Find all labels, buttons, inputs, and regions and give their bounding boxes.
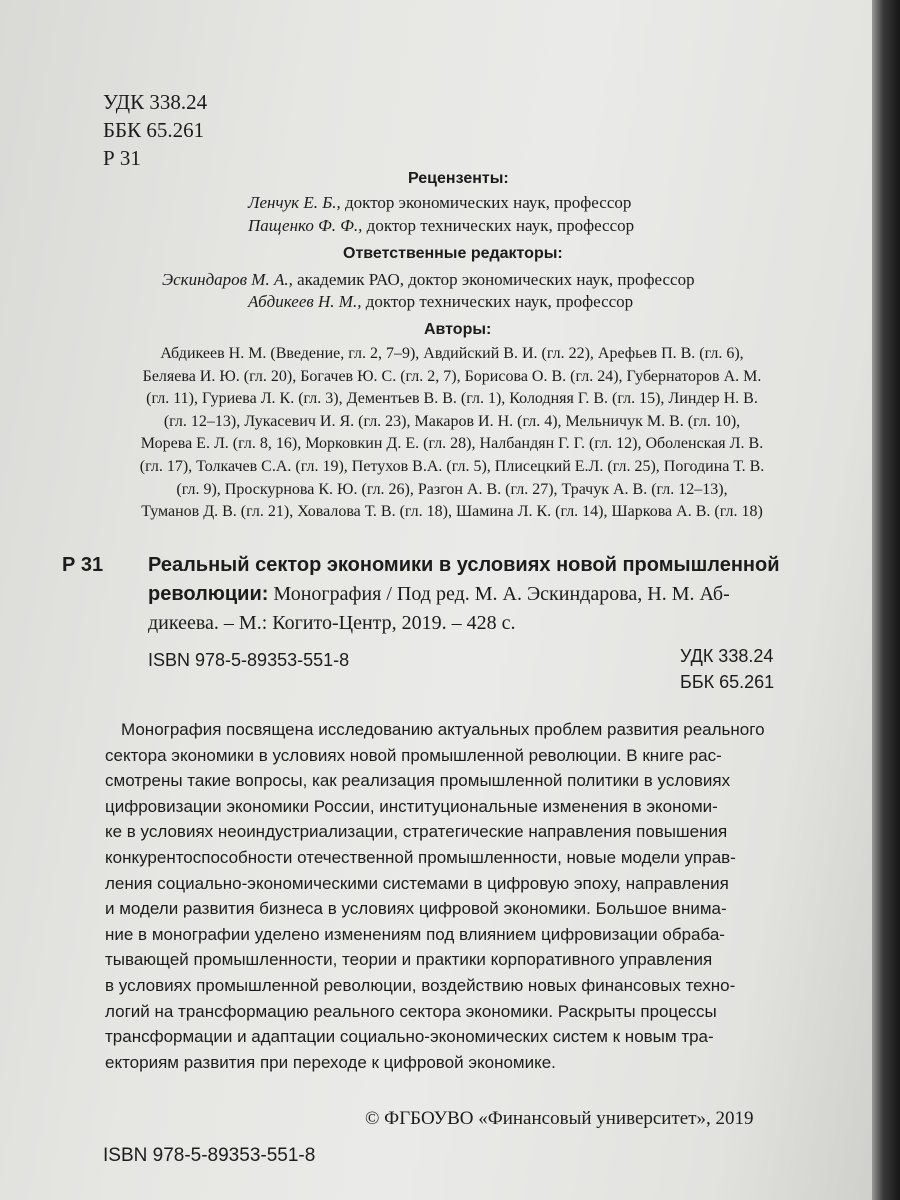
abstract-line: трансформации и адаптации социально-экономических систем к новым тра-	[105, 1027, 714, 1047]
abstract-line: цифровизации экономики России, институциональные изменения в экономи-	[105, 796, 718, 816]
abstract-line: конкурентоспособности отечественной промышленности, новые модели управ-	[105, 847, 736, 867]
abstract-line: ние в монографии уделено изменениям под влиянием цифровизации обраба-	[105, 924, 725, 944]
abstract-line: екториям развития при переходе к цифровой экономике.	[105, 1052, 556, 1072]
editor-1: Эскиндаров М. А., академик РАО, доктор экономических наук, профессор	[162, 270, 695, 289]
abstract-line: ке в условиях неоиндустриализации, стратегические направления повышения	[105, 822, 728, 842]
abstract-line: в условиях промышленной революции, воздействию новых финансовых техно-	[105, 975, 736, 995]
authors-title: Авторы:	[424, 321, 492, 338]
authors-line: (гл. 12–13), Лукасевич И. Я. (гл. 23), Макаров И. Н. (гл. 4), Мельничук М. В. (гл. 10),	[163, 412, 741, 430]
abstract-line: смотрены такие вопросы, как реализация промышленной политики в условиях	[105, 771, 731, 791]
bibliographic-entry	[148, 551, 788, 638]
authors-line: Беляева И. Ю. (гл. 20), Богачев Ю. С. (гл. 2, 7), Борисова О. В. (гл. 24), Губернаторов А. М.	[142, 367, 762, 385]
reviewers-title: Рецензенты:	[408, 170, 509, 187]
abstract-line: Монография посвящена исследованию актуальных проблем развития реального	[121, 720, 765, 739]
authors-line: Абдикеев Н. М. (Введение, гл. 2, 7–9), Авдийский В. И. (гл. 22), Арефьев П. В. (гл. 6),	[160, 345, 744, 362]
entry-codes	[680, 643, 774, 695]
authors-line: (гл. 9), Проскурнова К. Ю. (гл. 26), Разгон А. В. (гл. 27), Трачук А. В. (гл. 12–13),	[176, 480, 728, 498]
entry-isbn: ISBN 978-5-89353-551-8	[148, 650, 350, 670]
udk-code: УДК 338.24	[103, 90, 208, 114]
authors-line: Морева Е. Л. (гл. 8, 16), Морковкин Д. Е. (гл. 28), Налбандян Г. Г. (гл. 12), Оболенская Л. В.	[140, 435, 764, 453]
authors-line: Туманов Д. В. (гл. 21), Ховалова Т. В. (гл. 18), Шамина Л. К. (гл. 14), Шаркова А. В. (гл. 18)	[141, 503, 763, 521]
abstract-line: и модели развития бизнеса в условиях цифровой экономики. Большое внима-	[105, 899, 727, 919]
authors-line: (гл. 11), Гуриева Л. К. (гл. 3), Дементьев В. В. (гл. 1), Колодняя Г. В. (гл. 15), Линдер Н. В.	[146, 390, 758, 408]
bbk-code: ББК 65.261	[103, 118, 205, 142]
abstract-line: логий на трансформацию реального сектора экономики. Раскрыты процессы	[105, 1001, 717, 1021]
abstract-line: ления социально-экономическими системами в цифровую эпоху, направления	[105, 873, 729, 893]
entry-udk: УДК 338.24	[680, 646, 774, 666]
authors-line: (гл. 17), Толкачев С.А. (гл. 19), Петухов В.А. (гл. 5), Плисецкий Е.Л. (гл. 25), Погодина Т. В.	[139, 457, 765, 475]
abstract	[105, 717, 805, 1075]
entry-description: Монография / Под ред. М. А. Эскиндарова, Н. М. Аб-	[268, 583, 730, 605]
footer-isbn: ISBN 978-5-89353-551-8	[103, 1145, 316, 1166]
book-title-end: революции:	[148, 583, 269, 605]
authors-list	[110, 343, 794, 524]
editor-2: Абдикеев Н. М., доктор технических наук, профессор	[248, 292, 634, 311]
reviewer-1: Ленчук Е. Б., доктор экономических наук, профессор	[248, 193, 632, 212]
reviewer-2: Пащенко Ф. Ф., доктор технических наук, профессор	[248, 216, 635, 235]
book-title: Реальный сектор экономики в условиях новой промышленной	[148, 554, 780, 576]
page-edge	[872, 0, 900, 1200]
abstract-line: сектора экономики в условиях новой промышленной революции. В книге рас-	[105, 745, 722, 765]
author-sign: Р 31	[103, 146, 141, 170]
entry-publication: дикеева. – М.: Когито-Центр, 2019. – 428 с.	[148, 612, 516, 634]
editors-title: Ответственные редакторы:	[343, 245, 563, 262]
entry-author-sign: Р 31	[62, 554, 104, 576]
entry-bbk: ББК 65.261	[680, 672, 775, 692]
copyright: © ФГБОУВО «Финансовый университет», 2019	[365, 1108, 754, 1129]
abstract-line: тывающей промышленности, теории и практики корпоративного управления	[105, 950, 713, 970]
